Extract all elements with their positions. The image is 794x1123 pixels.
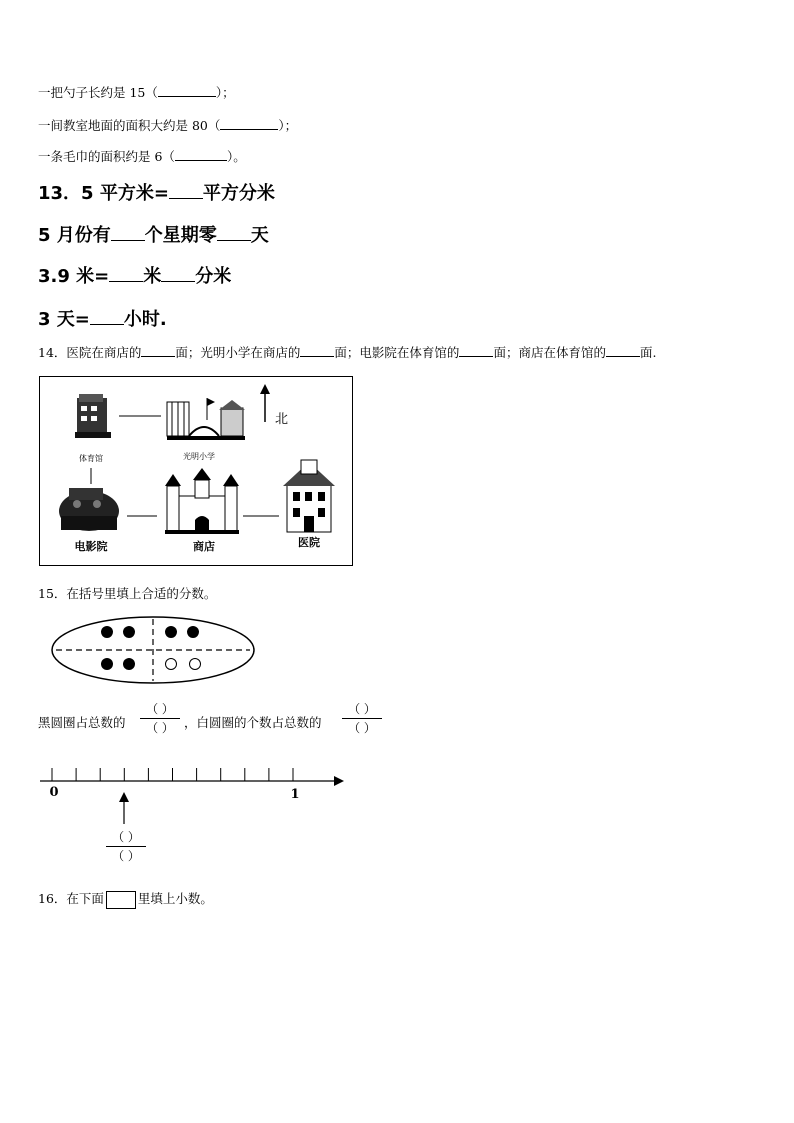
white-fraction-numerator: （ ）	[348, 702, 376, 716]
q12-spoon-text: 一把勺子长约是 15（	[38, 85, 158, 100]
q12-classroom-tail: ）；	[278, 118, 298, 133]
q13-l1-b: 平方分米	[202, 183, 275, 204]
q13-line-1	[38, 179, 275, 205]
q13-line-2	[38, 221, 269, 247]
q12-towel-tail: ）。	[226, 149, 246, 164]
hospital-label: 医院	[298, 536, 320, 549]
gym-label: 体育馆	[79, 454, 103, 463]
direction-map	[39, 376, 354, 567]
up-arrow-icon	[119, 792, 129, 802]
number-line	[38, 760, 348, 828]
q14-p1: 14．医院在商店的	[38, 345, 142, 360]
q15-fraction-line	[38, 713, 126, 731]
q14-p5: 面.	[639, 345, 657, 360]
black-circle	[101, 626, 113, 638]
q12-line-towel	[38, 147, 246, 165]
q16-question	[38, 889, 213, 909]
black-fraction-denominator: （ ）	[146, 721, 174, 735]
q14-question	[38, 343, 656, 361]
q13-l2-b: 个星期零	[144, 225, 217, 246]
q13-l1-blank[interactable]	[169, 180, 203, 199]
white-fraction[interactable]	[340, 701, 384, 736]
q14-blank-2[interactable]	[300, 344, 334, 358]
white-label: ，白圆圈的个数占总数的	[184, 715, 322, 730]
black-fraction[interactable]	[138, 701, 182, 736]
q14-blank-4[interactable]	[606, 344, 640, 358]
q12-classroom-blank[interactable]	[220, 117, 278, 131]
q12-towel-blank[interactable]	[175, 148, 227, 162]
fraction-bar	[342, 718, 382, 719]
q13-l3-blank-1[interactable]	[109, 263, 143, 282]
q13-l2-c: 天	[250, 225, 269, 246]
q13-l3-b: 米	[143, 266, 162, 287]
black-circle	[165, 626, 177, 638]
circles-ellipse	[50, 614, 258, 686]
q13-l2-blank-1[interactable]	[111, 222, 145, 241]
q12-towel-text: 一条毛巾的面积约是 6（	[38, 149, 175, 164]
q16-a: 16．在下面	[38, 891, 104, 906]
q14-p2: 面；光明小学在商店的	[175, 345, 301, 360]
q13-l4-blank[interactable]	[90, 306, 124, 325]
q12-classroom-text: 一间教室地面的面积大约是 80（	[38, 118, 221, 133]
q13-l2-a: 5 月份有	[38, 225, 111, 246]
numberline-fraction-numerator: （ ）	[112, 830, 140, 844]
white-label-wrap	[184, 713, 322, 731]
q14-blank-3[interactable]	[459, 344, 493, 358]
q13-l2-blank-2[interactable]	[217, 222, 251, 241]
q13-l3-a: 3.9 米=	[38, 266, 110, 287]
q14-p3: 面；电影院在体育馆的	[334, 345, 460, 360]
q12-spoon-tail: ）；	[215, 85, 235, 100]
q14-blank-1[interactable]	[141, 344, 175, 358]
black-circle	[101, 658, 113, 670]
school-label: 光明小学	[183, 452, 215, 461]
axis-zero-label: 0	[49, 785, 59, 800]
q13-l3-blank-2[interactable]	[161, 263, 195, 282]
north-label: 北	[275, 412, 289, 427]
cinema-label: 电影院	[74, 540, 108, 553]
black-label: 黑圆圈占总数的	[38, 715, 126, 730]
q13-line-4	[38, 305, 167, 331]
numberline-fraction[interactable]	[104, 829, 148, 864]
axis-one-label: 1	[290, 787, 300, 802]
q12-line-classroom	[38, 116, 297, 134]
q13-l4-b: 小时.	[123, 309, 167, 330]
q14-p4: 面；商店在体育馆的	[493, 345, 606, 360]
numberline-fraction-denominator: （ ）	[112, 849, 140, 863]
answer-box[interactable]	[106, 891, 136, 909]
q16-b: 里填上小数。	[137, 891, 213, 906]
black-fraction-numerator: （ ）	[146, 702, 174, 716]
q15-title: 15．在括号里填上合适的分数。	[38, 586, 217, 601]
gym-icon	[75, 394, 111, 438]
q13-line-3	[38, 262, 231, 288]
fraction-bar	[140, 718, 180, 719]
white-fraction-denominator: （ ）	[348, 721, 376, 735]
white-circle	[166, 659, 177, 670]
q13-l1-a: 13．5 平方米=	[38, 183, 169, 204]
q12-line-spoon	[38, 83, 235, 101]
q13-l4-a: 3 天=	[38, 309, 90, 330]
q13-l3-c: 分米	[195, 266, 232, 287]
q12-spoon-blank[interactable]	[158, 84, 216, 98]
black-circle	[123, 626, 135, 638]
black-circle	[187, 626, 199, 638]
fraction-bar	[106, 846, 146, 847]
shop-label: 商店	[193, 540, 215, 553]
white-circle	[190, 659, 201, 670]
black-circle	[123, 658, 135, 670]
